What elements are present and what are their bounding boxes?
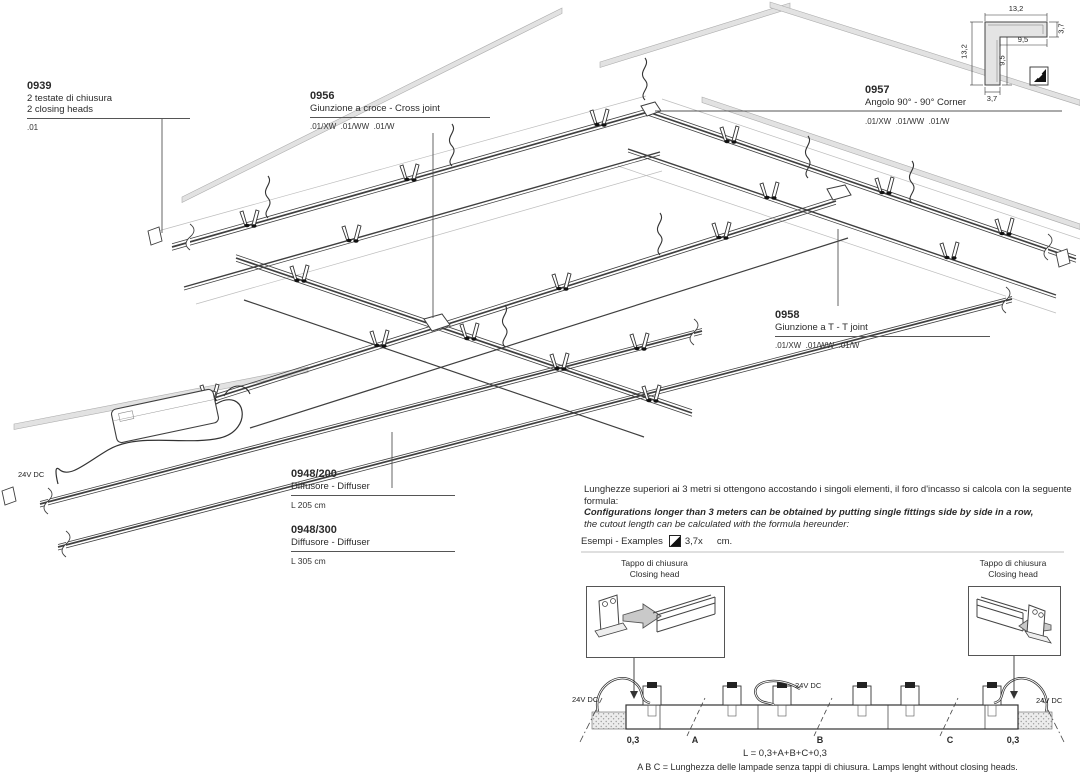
row-diagram (580, 656, 1064, 742)
cross-joint-0956 (424, 314, 450, 331)
product-desc: Diffusore - Diffuser (291, 537, 455, 552)
finish-codes: .01/XW .01/WW .01/W (775, 341, 860, 350)
product-code: 0956 (310, 90, 335, 102)
dim-inner-h: 9,5 (1017, 35, 1029, 44)
closing-head-en: Closing head (988, 568, 1038, 579)
formula-note (584, 484, 1074, 530)
label-0948-200 (291, 468, 455, 511)
note-en-1: Configurations longer than 3 meters can be obtained by putting single fittings side by side in a row, (584, 507, 1034, 518)
examples-unit: cm. (716, 535, 733, 547)
closing-head-detail-left (586, 586, 725, 658)
dim-left: 13,2 (959, 44, 969, 59)
pointer-arrows (630, 656, 1018, 699)
finish-codes: .01/XW .01/WW .01/W (310, 122, 395, 131)
segment-label-2: B (816, 735, 824, 745)
examples-row (581, 535, 732, 547)
closing-head-it: Tappo di chiusura (621, 558, 688, 568)
closing-head-label-left (586, 558, 723, 579)
dim-inner-v: 9,5 (997, 55, 1007, 66)
product-desc-it: 2 testate di chiusura (27, 93, 113, 104)
note-en-2: the cutout length can be calculated with the formula hereunder: (584, 518, 850, 530)
finish-codes: .01 (27, 123, 39, 132)
label-0958 (775, 309, 990, 351)
finish-codes: .01/XW .01/WW .01/W (865, 117, 950, 126)
product-length: L 205 cm (291, 500, 326, 510)
label-0956 (310, 90, 490, 132)
closing-head-it: Tappo di chiusura (979, 558, 1047, 568)
power-label-row-mid: 24V DC (795, 681, 822, 690)
profile-upper-run (172, 109, 660, 290)
driver-box (56, 386, 250, 484)
power-label-row-right: 24V DC (1036, 696, 1063, 705)
ceiling-hatch-right (1018, 712, 1052, 729)
closing-head-illustration-left (587, 587, 724, 657)
lamp-row-bar (626, 705, 1018, 729)
segment-label-0: 0,3 (626, 735, 640, 745)
product-length: L 305 cm (291, 556, 326, 566)
product-code: 0957 (865, 84, 890, 96)
product-desc: Diffusore - Diffuser (291, 481, 455, 496)
segment-label-1: A (691, 735, 699, 745)
label-0957 (865, 84, 1065, 127)
power-label-row-left: 24V DC (572, 695, 599, 704)
product-code: 0948/300 (291, 524, 337, 536)
product-code: 0958 (775, 309, 800, 321)
label-0948-300 (291, 524, 455, 567)
product-desc-en: 2 closing heads (27, 104, 94, 115)
closing-head-en: Closing head (629, 568, 680, 579)
dim-bottom: 3,7 (986, 94, 998, 103)
length-formula: L = 0,3+A+B+C+0,3 (743, 748, 827, 759)
abc-note: A B C = Lunghezza delle lampade senza tappi di chiusura. Lamps lenght without closing heads. (637, 762, 1018, 772)
examples-label: Esempi - Examples (581, 535, 663, 547)
dim-right: 3,7 (1056, 23, 1066, 34)
ceiling-bands (14, 2, 1080, 430)
dim-top: 13,2 (1008, 4, 1024, 13)
closing-head-pieces (2, 227, 1070, 505)
product-code: 0948/200 (291, 468, 337, 480)
product-desc: Giunzione a croce - Cross joint (310, 103, 490, 118)
profile-cross-run-up (132, 198, 848, 428)
segment-label-4: 0,3 (1006, 735, 1020, 745)
product-code: 0939 (27, 80, 52, 92)
note-it: Lunghezze superiori ai 3 metri si ottengono accostando i singoli elementi, il foro d'incasso si calcola con la seguente formula: (584, 484, 1072, 507)
segment-label-3: C (946, 735, 954, 745)
t-joint-0958 (827, 185, 851, 200)
label-0939 (27, 80, 190, 133)
closing-head-illustration-right (969, 587, 1060, 655)
closing-head-label-right (958, 558, 1068, 579)
cutout-icon (669, 535, 681, 547)
product-desc: Giunzione a T - T joint (775, 322, 990, 337)
power-label-driver: 24V DC (18, 470, 45, 479)
ceiling-hatch-left (592, 712, 626, 729)
examples-multiplier: 3,7x (684, 535, 703, 547)
insert-arrow-icon (623, 604, 661, 628)
closing-head-detail-right (968, 586, 1061, 656)
product-desc: Angolo 90° - 90° Corner (865, 97, 967, 108)
